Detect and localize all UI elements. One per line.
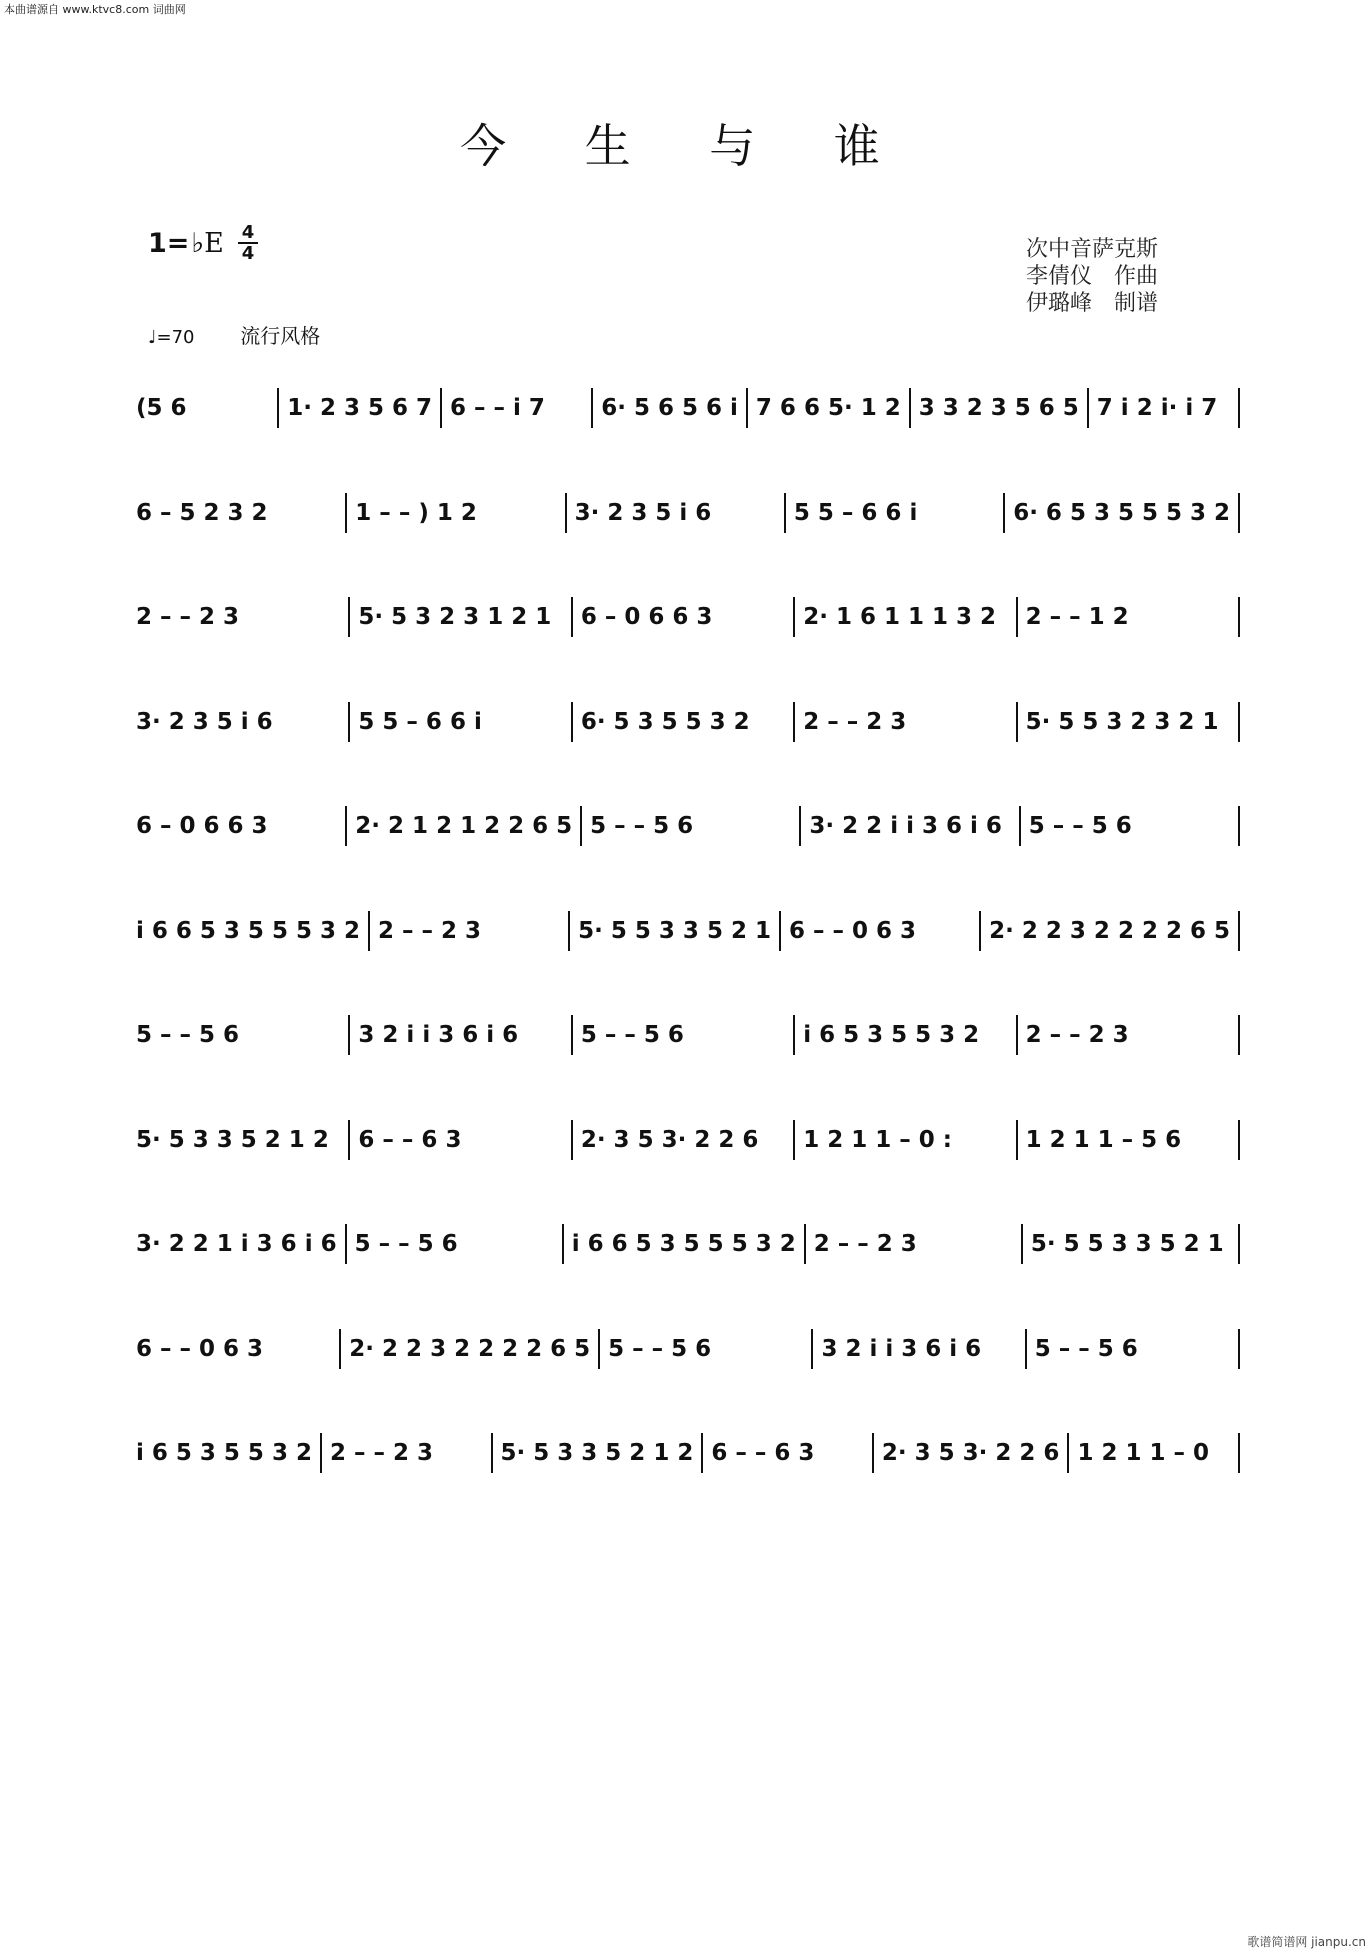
time-signature (238, 224, 258, 262)
bar-line (1238, 388, 1240, 428)
measure: 5 5 – 6 6 i (358, 708, 482, 735)
tempo-mark: ♩=70 (148, 327, 195, 348)
measure: 3 2 i i 3 6 i 6 (358, 1022, 519, 1048)
measure: 6 – – 0 6 3 (136, 1335, 264, 1362)
style-label: 流行风格 (240, 324, 321, 348)
score-line (128, 388, 1240, 428)
bar-line (1238, 1015, 1240, 1055)
measure: 5 – – 5 6 (580, 1022, 684, 1048)
key-prefix: 1= (148, 228, 190, 259)
measure: 6 – 0 6 6 3 (136, 813, 268, 839)
bar-line (1238, 597, 1240, 637)
bar-line (1238, 806, 1240, 846)
measure: 2· 2 2 3 2 2 2 2 6 5 (989, 917, 1230, 944)
measure: 1 – – ) 1 2 (355, 499, 477, 526)
credit-instrument: 次中音萨克斯 (1026, 237, 1159, 262)
score-line (128, 1120, 1240, 1160)
measure: 2· 3 5 3· 2 2 6 (881, 1440, 1060, 1466)
measure: 2 – – 2 3 (813, 1231, 917, 1257)
credit-arranger: 伊璐峰 制谱 (1026, 291, 1159, 316)
measure: 2· 2 1 2 1 2 2 6 5 (355, 813, 573, 839)
measure: 5 – – 5 6 (136, 1022, 240, 1048)
score-line (128, 493, 1240, 533)
measure: 1· 2 3 5 6 7 (287, 395, 433, 421)
measure: 3· 2 2 i i 3 6 i 6 (809, 813, 1002, 839)
measure: 3· 2 3 5 i 6 (136, 708, 273, 735)
score-line (128, 702, 1240, 742)
measure: 3 2 i i 3 6 i 6 (821, 1335, 982, 1362)
bar-line (1238, 493, 1240, 533)
bar-line (1238, 911, 1240, 951)
measure: 6 – – 6 3 (711, 1440, 815, 1466)
tempo-line (148, 320, 320, 349)
measure: 2 – – 2 3 (803, 708, 907, 735)
bar-line (1238, 1329, 1240, 1369)
measure: 1 2 1 1 – 0 (1077, 1440, 1209, 1466)
measure: 5 5 – 6 6 i (793, 499, 918, 526)
bar-line (1238, 1120, 1240, 1160)
bar-line (1238, 1433, 1240, 1473)
score-line (128, 1015, 1240, 1055)
measure: 5 – – 5 6 (354, 1231, 458, 1257)
measure: 6· 6 5 3 5 5 5 3 2 (1013, 499, 1231, 526)
measure: 2 – – 2 3 (136, 604, 240, 630)
measure: 6· 5 6 5 6 i (601, 395, 738, 421)
measure: 2· 3 5 3· 2 2 6 (580, 1126, 759, 1153)
measure: 5· 5 3 2 3 1 2 1 (358, 604, 552, 630)
measure: 7 i 2 i· i 7 (1096, 395, 1218, 421)
score-line (128, 1224, 1240, 1264)
measure: 2 – – 1 2 (1025, 604, 1129, 630)
measure: 5 – – 5 6 (1034, 1335, 1138, 1362)
score-line (128, 806, 1240, 846)
source-line: 本曲谱源自 www.ktvc8.com 词曲网 (4, 3, 186, 16)
measure: 6· 5 3 5 5 3 2 (580, 708, 750, 735)
measure: 2 – – 2 3 (329, 1440, 434, 1466)
measure: 6 – – 6 3 (358, 1126, 462, 1153)
measure: 2 – – 2 3 (377, 917, 482, 944)
measure: 5· 5 3 3 5 2 1 2 (136, 1126, 329, 1153)
measure: 2· 1 6 1 1 1 3 2 (803, 604, 997, 630)
measure: 5· 5 5 3 3 5 2 1 (1030, 1231, 1224, 1257)
score-body (128, 388, 1240, 1538)
measure: i 6 5 3 5 5 3 2 (803, 1022, 980, 1048)
measure: 5· 5 5 3 3 5 2 1 (578, 917, 771, 944)
credits (1026, 236, 1158, 317)
key-signature (148, 228, 224, 259)
measure: 6 – 0 6 6 3 (580, 604, 713, 630)
measure: 5 – – 5 6 (608, 1335, 712, 1362)
measure: i 6 5 3 5 5 3 2 (136, 1440, 312, 1466)
measure: 6 – – i 7 (450, 395, 545, 421)
measure: 2· 2 2 3 2 2 2 2 6 5 (349, 1335, 591, 1362)
score-line (128, 1433, 1240, 1473)
time-signature-bottom: 4 (241, 243, 255, 264)
measure: i 6 6 5 3 5 5 5 3 2 (136, 917, 360, 944)
footer-watermark: 歌谱简谱网 jianpu.cn (1247, 1935, 1366, 1949)
measure: 3· 2 2 1 i 3 6 i 6 (136, 1231, 337, 1257)
measure: 7 6 6 5· 1 2 (755, 395, 901, 421)
measure: 5 – – 5 6 (590, 813, 694, 839)
measure: 2 – – 2 3 (1025, 1022, 1129, 1048)
measure: 6 – 5 2 3 2 (136, 499, 268, 526)
bar-line (1238, 702, 1240, 742)
measure: i 6 6 5 3 5 5 5 3 2 (571, 1231, 796, 1257)
credit-composer: 李倩仪 作曲 (1026, 264, 1159, 289)
measure: 3 3 2 3 5 6 5 (918, 395, 1079, 421)
measure: 1 2 1 1 – 5 6 (1025, 1126, 1182, 1153)
score-line (128, 911, 1240, 951)
bar-line (1238, 1224, 1240, 1264)
measure: 1 2 1 1 – 0 : (803, 1126, 952, 1153)
score-line (128, 597, 1240, 637)
measure: (5 6 (136, 395, 187, 421)
score-title: 今 生 与 谁 (460, 119, 912, 173)
measure: 6 – – 0 6 3 (788, 917, 917, 944)
measure: 3· 2 3 5 i 6 (574, 499, 712, 526)
measure: 5· 5 5 3 2 3 2 1 (1025, 708, 1219, 735)
measure: 5 – – 5 6 (1028, 813, 1132, 839)
key-name: ♭E (191, 228, 224, 259)
score-line (128, 1329, 1240, 1369)
measure: 5· 5 3 3 5 2 1 2 (500, 1440, 694, 1466)
time-signature-top: 4 (241, 222, 255, 243)
